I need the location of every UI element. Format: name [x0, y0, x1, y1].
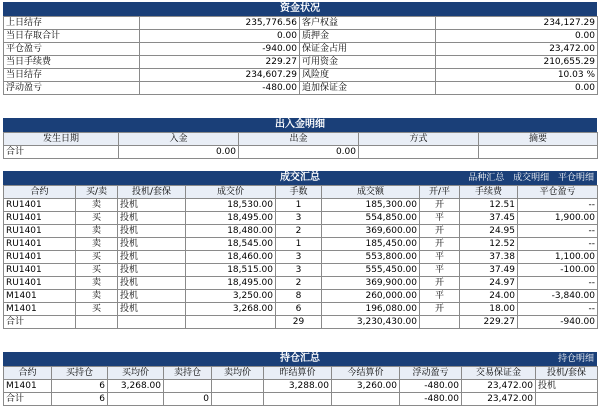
trade-price: 18,545.00: [186, 238, 276, 251]
position-margin: 23,472.00: [462, 380, 536, 393]
fund-label: 风险度: [300, 69, 436, 82]
col-in: 入金: [119, 133, 239, 146]
positions-panel: [3, 352, 597, 406]
inout-total-in: 0.00: [119, 146, 239, 159]
trade-hedge: 投机: [118, 290, 186, 303]
inout-table: [3, 132, 598, 159]
trade-amount: 185,450.00: [322, 238, 420, 251]
col-contract: 合约: [4, 186, 76, 199]
fund-row: [4, 56, 598, 69]
positions-total-sell: 0: [164, 393, 212, 406]
trade-amount: 260,000.00: [322, 290, 420, 303]
trade-row: [4, 238, 598, 251]
trade-close-pnl: --: [518, 238, 598, 251]
trade-openclose: 开: [420, 238, 460, 251]
trade-price: 18,530.00: [186, 199, 276, 212]
col-sell-avg: 卖均价: [212, 367, 264, 380]
inout-total-label: 合计: [4, 146, 119, 159]
fund-status-table: [3, 16, 598, 95]
col-buy-avg: 买均价: [108, 367, 164, 380]
trades-total-fee: 229.27: [460, 316, 518, 329]
trade-hedge: 投机: [118, 212, 186, 225]
fund-label: 可用资金: [300, 56, 436, 69]
trade-fee: 24.95: [460, 225, 518, 238]
trade-row: [4, 303, 598, 316]
trade-hedge: 投机: [118, 238, 186, 251]
trade-contract: M1401: [4, 303, 76, 316]
trade-price: 18,515.00: [186, 264, 276, 277]
trade-close-pnl: -100.00: [518, 264, 598, 277]
position-contract: M1401: [4, 380, 52, 393]
trade-contract: RU1401: [4, 251, 76, 264]
trade-price: 18,480.00: [186, 225, 276, 238]
fund-label: 上日结存: [4, 17, 140, 30]
fund-row: [4, 17, 598, 30]
col-prev-settle: 昨结算价: [264, 367, 332, 380]
trade-hedge: 投机: [118, 303, 186, 316]
trades-title: 成交汇总 品种汇总 成交明细 平仓明细: [3, 171, 597, 185]
trade-lots: 3: [276, 264, 322, 277]
trades-header-row: [4, 186, 598, 199]
trade-price: 18,495.00: [186, 212, 276, 225]
trade-price: 3,268.00: [186, 303, 276, 316]
trades-total-lots: 29: [276, 316, 322, 329]
trade-side: 卖: [76, 290, 118, 303]
trade-side: 卖: [76, 199, 118, 212]
fund-row: [4, 43, 598, 56]
trade-fee: 37.49: [460, 264, 518, 277]
trade-fee: 18.00: [460, 303, 518, 316]
trade-openclose: 平: [420, 264, 460, 277]
fund-value: 23,472.00: [436, 43, 598, 56]
fund-value: 0.00: [436, 30, 598, 43]
col-date: 发生日期: [4, 133, 119, 146]
col-side: 买/卖: [76, 186, 118, 199]
trade-lots: 1: [276, 238, 322, 251]
trade-lots: 2: [276, 277, 322, 290]
fund-label: 保证金占用: [300, 43, 436, 56]
positions-title: 持仓汇总 持仓明细: [3, 352, 597, 366]
link-position-detail[interactable]: 持仓明细: [557, 354, 594, 364]
position-row: [4, 380, 598, 393]
trade-close-pnl: --: [518, 277, 598, 290]
inout-header-row: [4, 133, 598, 146]
col-close-pnl: 平仓盈亏: [518, 186, 598, 199]
trade-lots: 1: [276, 199, 322, 212]
trade-lots: 8: [276, 290, 322, 303]
fund-row: [4, 69, 598, 82]
col-price: 成交价: [186, 186, 276, 199]
fund-value: 0.00: [140, 30, 300, 43]
trade-amount: 553,800.00: [322, 251, 420, 264]
trades-panel: [3, 171, 597, 329]
trade-amount: 369,600.00: [322, 225, 420, 238]
fund-value: 234,607.29: [140, 69, 300, 82]
col-margin: 交易保证金: [462, 367, 536, 380]
position-hedge: 投机: [536, 380, 598, 393]
trade-price: 18,495.00: [186, 277, 276, 290]
col-today-settle: 今结算价: [332, 367, 400, 380]
trade-contract: RU1401: [4, 212, 76, 225]
fund-value: 229.27: [140, 56, 300, 69]
fund-row: [4, 30, 598, 43]
col-lots: 手数: [276, 186, 322, 199]
trade-openclose: 平: [420, 212, 460, 225]
trade-hedge: 投机: [118, 277, 186, 290]
trade-price: 18,460.00: [186, 251, 276, 264]
trade-row: [4, 225, 598, 238]
trade-lots: 3: [276, 212, 322, 225]
trade-openclose: 开: [420, 225, 460, 238]
col-amount: 成交额: [322, 186, 420, 199]
trade-close-pnl: --: [518, 199, 598, 212]
trade-close-pnl: -3,840.00: [518, 290, 598, 303]
fund-row: [4, 82, 598, 95]
col-hedge: 投机/套保: [118, 186, 186, 199]
trade-row: [4, 264, 598, 277]
trade-contract: RU1401: [4, 199, 76, 212]
trade-contract: M1401: [4, 290, 76, 303]
trade-fee: 12.51: [460, 199, 518, 212]
trade-fee: 37.38: [460, 251, 518, 264]
trade-side: 卖: [76, 225, 118, 238]
col-sell-pos: 卖持仓: [164, 367, 212, 380]
trade-hedge: 投机: [118, 264, 186, 277]
col-hedge: 投机/套保: [536, 367, 598, 380]
trades-total-row: [4, 316, 598, 329]
trade-row: [4, 212, 598, 225]
trade-lots: 2: [276, 225, 322, 238]
trade-amount: 196,080.00: [322, 303, 420, 316]
col-openclose: 开/平: [420, 186, 460, 199]
col-out: 出金: [239, 133, 359, 146]
trade-close-pnl: 1,900.00: [518, 212, 598, 225]
position-sell-pos: [164, 380, 212, 393]
positions-total-label: 合计: [4, 393, 52, 406]
trade-close-pnl: --: [518, 225, 598, 238]
trade-openclose: 开: [420, 303, 460, 316]
link-close-detail[interactable]: 平仓明细: [557, 173, 594, 183]
inout-total-row: [4, 146, 598, 159]
trade-hedge: 投机: [118, 225, 186, 238]
trade-fee: 24.00: [460, 290, 518, 303]
trade-openclose: 平: [420, 251, 460, 264]
trade-hedge: 投机: [118, 251, 186, 264]
trade-row: [4, 251, 598, 264]
inout-panel: [3, 118, 597, 159]
trade-lots: 6: [276, 303, 322, 316]
trades-total-label: 合计: [4, 316, 76, 329]
fund-value: -940.00: [140, 43, 300, 56]
fund-value: 210,655.29: [436, 56, 598, 69]
col-float-pnl: 浮动盈亏: [400, 367, 462, 380]
position-buy-pos: 6: [52, 380, 108, 393]
col-method: 方式: [359, 133, 479, 146]
trade-openclose: 开: [420, 277, 460, 290]
positions-table: [3, 366, 598, 406]
fund-label: 客户权益: [300, 17, 436, 30]
positions-header-row: [4, 367, 598, 380]
fund-value: 10.03 %: [436, 69, 598, 82]
trade-amount: 185,300.00: [322, 199, 420, 212]
trade-hedge: 投机: [118, 199, 186, 212]
trade-lots: 3: [276, 251, 322, 264]
trade-price: 3,250.00: [186, 290, 276, 303]
col-buy-pos: 买持仓: [52, 367, 108, 380]
fund-label: 浮动盈亏: [4, 82, 140, 95]
fund-value: 235,776.56: [140, 17, 300, 30]
position-sell-avg: [212, 380, 264, 393]
trade-amount: 554,850.00: [322, 212, 420, 225]
col-summary: 摘要: [479, 133, 598, 146]
trade-fee: 12.52: [460, 238, 518, 251]
trade-fee: 37.45: [460, 212, 518, 225]
inout-title: 出入金明细: [3, 118, 597, 132]
position-float-pnl: -480.00: [400, 380, 462, 393]
link-product-summary[interactable]: 品种汇总: [468, 173, 505, 183]
trade-contract: RU1401: [4, 264, 76, 277]
position-buy-avg: 3,268.00: [108, 380, 164, 393]
fund-label: 当日结存: [4, 69, 140, 82]
trade-contract: RU1401: [4, 238, 76, 251]
positions-total-row: [4, 393, 598, 406]
fund-label: 质押金: [300, 30, 436, 43]
inout-total-out: 0.00: [239, 146, 359, 159]
trade-side: 卖: [76, 277, 118, 290]
positions-total-margin: 23,472.00: [462, 393, 536, 406]
trade-contract: RU1401: [4, 225, 76, 238]
position-prev-settle: 3,288.00: [264, 380, 332, 393]
fund-status-panel: [3, 2, 597, 95]
fund-label: 平仓盈亏: [4, 43, 140, 56]
trade-amount: 369,900.00: [322, 277, 420, 290]
trade-side: 卖: [76, 238, 118, 251]
trade-side: 买: [76, 212, 118, 225]
trade-row: [4, 290, 598, 303]
trade-close-pnl: 1,100.00: [518, 251, 598, 264]
fund-value: 234,127.29: [436, 17, 598, 30]
link-trade-detail[interactable]: 成交明细: [513, 173, 550, 183]
trade-side: 买: [76, 264, 118, 277]
trades-table: [3, 185, 598, 329]
trade-amount: 555,450.00: [322, 264, 420, 277]
positions-total-pnl: -480.00: [400, 393, 462, 406]
trade-contract: RU1401: [4, 277, 76, 290]
fund-status-title: 资金状况: [3, 2, 597, 16]
trade-side: 买: [76, 251, 118, 264]
fund-value: 0.00: [436, 82, 598, 95]
fund-label: 当日存取合计: [4, 30, 140, 43]
position-today-settle: 3,260.00: [332, 380, 400, 393]
trades-total-amount: 3,230,430.00: [322, 316, 420, 329]
col-fee: 手续费: [460, 186, 518, 199]
fund-label: 追加保证金: [300, 82, 436, 95]
trade-fee: 24.97: [460, 277, 518, 290]
col-contract: 合约: [4, 367, 52, 380]
trades-total-pnl: -940.00: [518, 316, 598, 329]
fund-label: 当日手续费: [4, 56, 140, 69]
trade-openclose: 平: [420, 290, 460, 303]
trade-openclose: 开: [420, 199, 460, 212]
trade-side: 买: [76, 303, 118, 316]
trade-row: [4, 199, 598, 212]
positions-total-buy: 6: [52, 393, 108, 406]
trade-close-pnl: --: [518, 303, 598, 316]
fund-value: -480.00: [140, 82, 300, 95]
trade-row: [4, 277, 598, 290]
